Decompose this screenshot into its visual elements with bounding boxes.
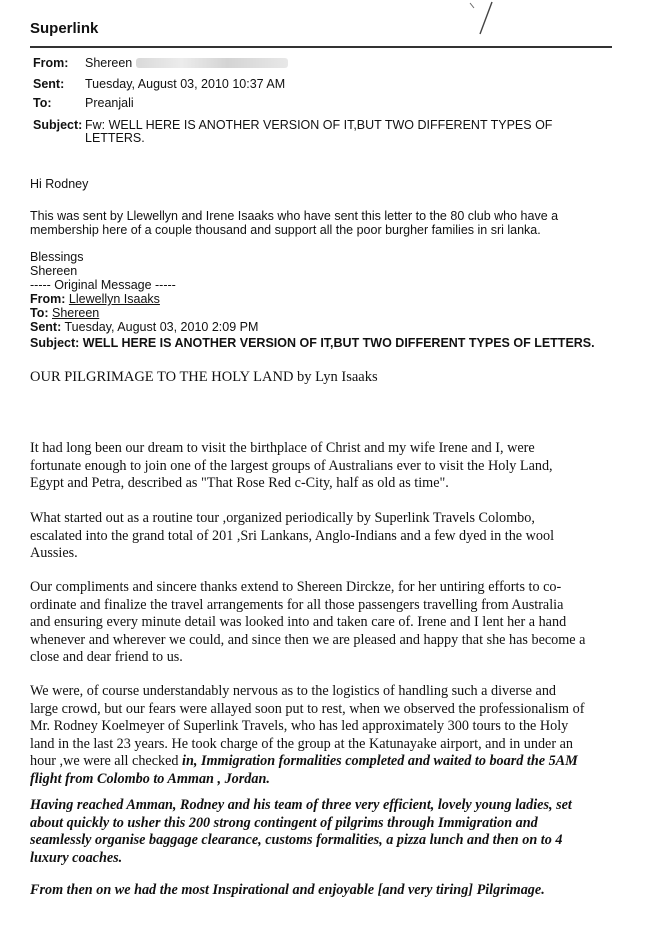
paragraph-3 (30, 579, 608, 667)
letter-title: OUR PILGRIMAGE TO THE HOLY LAND by Lyn Isaaks (30, 369, 378, 385)
redacted-email-address (136, 58, 288, 68)
paragraph-5 (30, 797, 608, 867)
original-from-row (30, 292, 160, 307)
original-subject-label: Subject: (30, 336, 80, 350)
subject-line-1: Fw: WELL HERE IS ANOTHER VERSION OF IT,BUT TWO DIFFERENT TYPES OF (85, 118, 553, 132)
paragraph-4-line-5-plain: hour ,we were all checked (30, 753, 183, 769)
paragraph-1-line: It had long been our dream to visit the birthplace of Christ and my wife Irene and I, were (30, 440, 535, 456)
paragraph-3-line: close and dear friend to us. (30, 649, 183, 665)
sent-label: Sent: (33, 77, 65, 91)
paragraph-2-line: What started out as a routine tour ,organized periodically by Superlink Travels Colombo, (30, 510, 535, 526)
sent-value: Tuesday, August 03, 2010 10:37 AM (85, 77, 286, 91)
paragraph-5-line: seamlessly organise baggage clearance, customs formalities, a pizza lunch and then on to 4 (30, 832, 563, 848)
paragraph-1-line: fortunate enough to join one of the largest groups of Australians ever to visit the Holy Land, (30, 457, 553, 474)
paragraph-4-line-5 (30, 753, 608, 771)
greeting: Hi Rodney (30, 177, 89, 191)
paragraph-4-line-5-bold: in, Immigration formalities completed and waited to board the 5AM (182, 753, 578, 769)
paragraph-2-line: Aussies. (30, 545, 78, 561)
paragraph-4-line: large crowd, but our fears were allayed soon put to rest, when we observed the professionalism of (30, 700, 585, 717)
paragraph-4 (30, 683, 608, 788)
paragraph-4-line-6: flight from Colombo to Amman , Jordan. (30, 770, 270, 787)
intro-line-1: This was sent by Llewellyn and Irene Isaaks who have sent this letter to the 80 club who have a (30, 209, 559, 223)
original-sent-label: Sent: (30, 320, 62, 334)
paragraph-5-line: about quickly to usher this 200 strong contingent of pilgrims through Immigration and (30, 814, 538, 831)
paragraph-2-line: escalated into the grand total of 201 ,Sri Lankans, Anglo-Indians and a few dyed in the wool (30, 527, 555, 544)
paragraph-5-line: Having reached Amman, Rodney and his team of three very efficient, lovely young ladies, set (30, 797, 572, 813)
from-label: From: (33, 56, 69, 70)
paragraph-1 (30, 440, 608, 493)
blessings: Blessings (30, 250, 84, 264)
from-value: Shereen (85, 56, 133, 70)
original-sent-value: Tuesday, August 03, 2010 2:09 PM (64, 320, 259, 334)
to-label: To: (33, 96, 52, 110)
paragraph-3-line: Our compliments and sincere thanks extend to Shereen Dirckze, for her untiring efforts to co- (30, 579, 562, 595)
subject-label: Subject: (33, 118, 83, 132)
paragraph-4-line: Mr. Rodney Koelmeyer of Superlink Travels, who has led approximately 300 tours to the Holy (30, 718, 569, 734)
original-subject-value: WELL HERE IS ANOTHER VERSION OF IT,BUT TWO DIFFERENT TYPES OF LETTERS. (82, 336, 595, 350)
subject-line-2: LETTERS. (85, 131, 145, 145)
paragraph-2 (30, 510, 608, 563)
paragraph-6: From then on we had the most Inspirational and enjoyable [and very tiring] Pilgrimage. (30, 882, 545, 898)
email-brand: Superlink (30, 20, 99, 37)
paragraph-4-line: land in the last 23 years. He took charge of the group at the Katunayake airport, and in under an (30, 735, 574, 752)
paragraph-3-line: whenever and wherever we could, and since then we are pleased and happy that she has become a (30, 631, 586, 648)
signature: Shereen (30, 264, 78, 278)
paragraph-3-line: and ensuring every minute detail was looked into and taken care of. Irene and I lent her a hand (30, 614, 567, 630)
intro-line-2: membership here of a couple thousand and support all the poor burgher families in sri lanka. (30, 223, 541, 237)
original-from-label: From: (30, 292, 66, 306)
paragraph-5-line: luxury coaches. (30, 849, 123, 866)
original-to-row (30, 306, 99, 321)
to-value: Preanjali (85, 96, 134, 110)
original-to-link[interactable]: Shereen (52, 306, 100, 320)
paragraph-3-line: ordinate and finalize the travel arrangements for all those passengers travelling from Australia (30, 596, 564, 613)
header-divider (30, 46, 612, 48)
paragraph-4-line: We were, of course understandably nervous as to the logistics of handling such a diverse and (30, 683, 557, 699)
original-sent-row (30, 320, 258, 335)
original-from-link[interactable]: Llewellyn Isaaks (68, 292, 160, 306)
original-message-marker: ----- Original Message ----- (30, 278, 176, 292)
original-subject-row (30, 336, 595, 351)
pen-mark-icon (468, 0, 508, 40)
paragraph-1-line: Egypt and Petra, described as "That Rose Red c-City, half as old as time". (30, 475, 449, 491)
original-to-label: To: (30, 306, 49, 320)
